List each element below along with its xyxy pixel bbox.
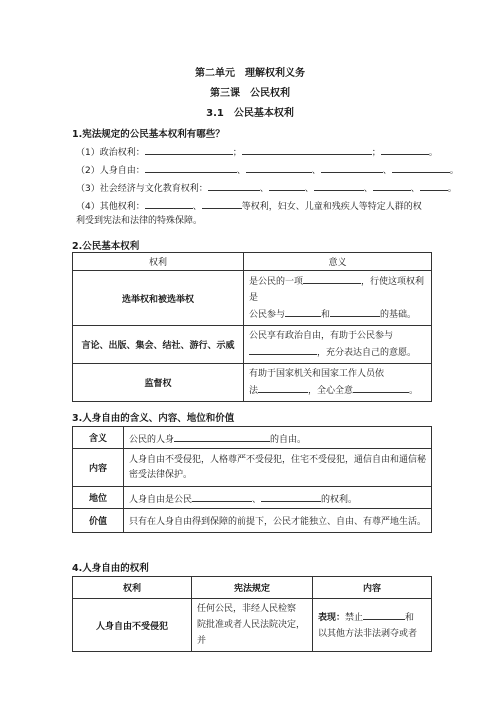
blank[interactable]	[145, 162, 237, 173]
blank[interactable]	[303, 273, 361, 284]
blank[interactable]	[321, 162, 383, 173]
blank[interactable]	[261, 491, 321, 502]
q4-row1-content: 表现：禁止 和 以其他方法非法剥夺或者	[313, 599, 432, 652]
blank[interactable]	[420, 180, 448, 191]
blank[interactable]	[145, 144, 233, 155]
blank[interactable]	[363, 609, 405, 620]
table-row	[73, 326, 432, 364]
q2-row1-right: 选举权和被选举权	[73, 271, 244, 326]
q3-label-meaning: 含义	[73, 427, 124, 449]
q4-rights-table	[72, 576, 432, 652]
table-row	[73, 487, 432, 509]
q3-label-value: 价值	[73, 509, 124, 533]
q2-row3-right: 监督权	[73, 364, 244, 402]
q3-heading: 3.人身自由的含义、内容、地位和价值	[72, 413, 235, 424]
q3-label-status: 地位	[73, 487, 124, 509]
q1-line-1: （1）政治权利： ； ； 。	[76, 144, 432, 160]
q1-line-5: 利受到宪法和法律的特殊保障。	[76, 216, 203, 226]
q1-line-4-label: （4）其他权利：	[76, 202, 145, 212]
q1-line-4: （4）其他权利： 、 等权利，妇女、儿童和残疾人等特定人群的权	[76, 198, 432, 214]
blank[interactable]	[242, 144, 372, 155]
blank[interactable]	[373, 180, 411, 191]
blank[interactable]	[330, 306, 380, 317]
q2-heading: 2.公民基本权利	[72, 241, 140, 252]
table-row	[73, 271, 432, 326]
q2-rights-table	[72, 252, 432, 402]
blank[interactable]	[208, 180, 260, 191]
q1-heading: 1.宪法规定的公民基本权利有哪些？	[72, 129, 225, 140]
q1-line-3-label: （3）社会经济与文化教育权利：	[76, 184, 208, 194]
q1-line-2-label: （2）人身自由：	[76, 166, 145, 176]
q2-col-meaning: 意义	[244, 253, 432, 271]
section-title: 3.1 公民基本权利	[206, 108, 294, 119]
q4-col-content: 内容	[313, 577, 432, 599]
blank[interactable]	[353, 382, 409, 393]
q1-line-2: （2）人身自由： 、 、 、 。	[76, 162, 432, 178]
q4-row1-right: 人身自由不受侵犯	[73, 599, 192, 652]
q3-status-cell: 人身自由是公民 、 的权利。	[124, 487, 432, 509]
q4-row1-law: 任何公民，非经人民检察 院批准或者人民法院决定，并	[192, 599, 313, 652]
q4-heading: 4.人身自由的权利	[72, 563, 149, 574]
q4-col-right: 权利	[73, 577, 192, 599]
q2-row2-meaning: 公民享有政治自由，有助于公民参与 ，充分表达自己的意愿。	[244, 326, 432, 364]
blank[interactable]	[249, 344, 317, 355]
q3-label-content: 内容	[73, 449, 124, 487]
q1-line-1-label: （1）政治权利：	[76, 148, 145, 158]
q2-row1-meaning: 是公民的一项 ，行使这项权利是 公民参与 和 的基础。	[244, 271, 432, 326]
lesson-title: 第三课 公民权利	[210, 88, 290, 99]
table-row	[73, 599, 432, 652]
q3-value-cell: 只有在人身自由得到保障的前提下，公民才能独立、自由、有尊严地生活。	[124, 509, 432, 533]
table-row	[73, 364, 432, 402]
blank[interactable]	[381, 144, 429, 155]
table-row	[73, 449, 432, 487]
blank[interactable]	[246, 162, 312, 173]
q2-row2-right: 言论、出版、集会、结社、游行、示威	[73, 326, 244, 364]
q2-col-right: 权利	[73, 253, 244, 271]
q2-row3-meaning: 有助于国家机关和国家工作人员依 法 ，全心全意 。	[244, 364, 432, 402]
blank[interactable]	[202, 198, 242, 209]
blank[interactable]	[145, 198, 193, 209]
blank[interactable]	[314, 180, 364, 191]
table-row	[73, 509, 432, 533]
q3-meaning-cell: 公民的人身 的自由。	[124, 427, 432, 449]
q3-content-cell: 人身自由不受侵犯，人格尊严不受侵犯，住宅不受侵犯，通信自由和通信秘 密受法律保护。	[124, 449, 432, 487]
unit-title: 第二单元 理解权利义务	[195, 68, 305, 79]
blank[interactable]	[174, 431, 270, 442]
blank[interactable]	[285, 306, 321, 317]
table-row	[73, 427, 432, 449]
q1-line-3: （3）社会经济与文化教育权利： 、 、 、 、 。	[76, 180, 432, 196]
blank[interactable]	[258, 382, 308, 393]
blank[interactable]	[269, 180, 305, 191]
blank[interactable]	[392, 162, 450, 173]
q3-liberty-table	[72, 426, 432, 533]
q4-col-law: 宪法规定	[192, 577, 313, 599]
blank[interactable]	[192, 491, 252, 502]
